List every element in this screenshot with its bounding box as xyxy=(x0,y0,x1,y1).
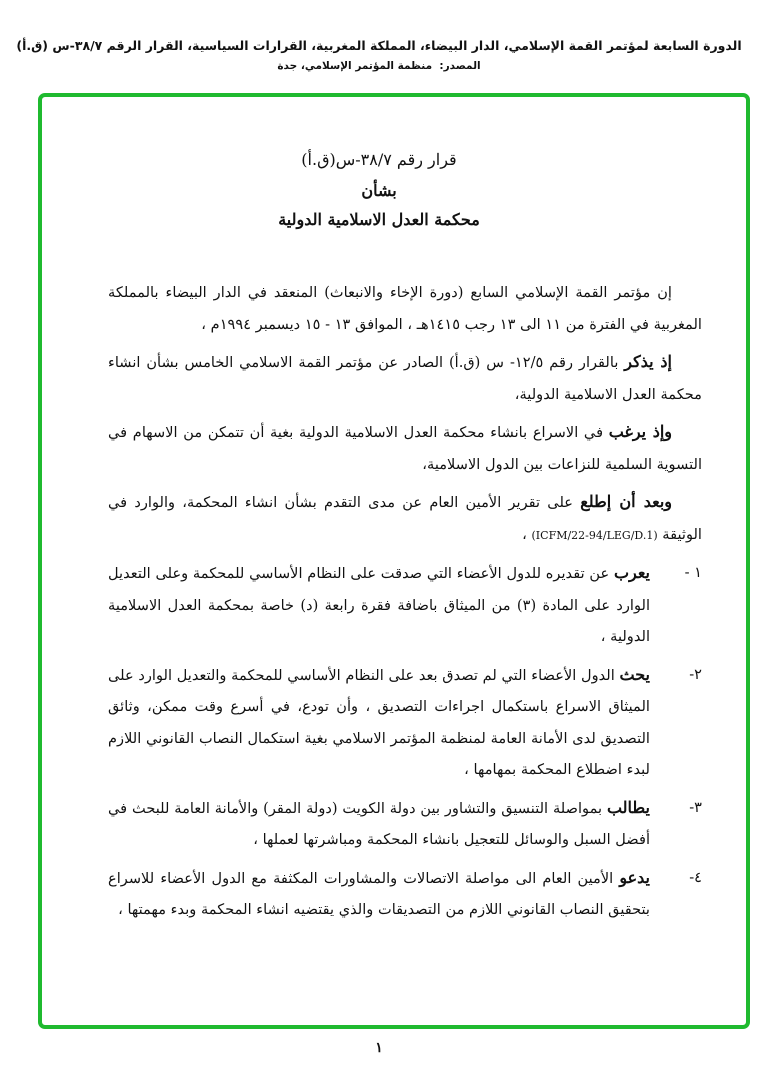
operative-item: ٣- يطالب بمواصلة التنسيق والتشاور بين دولة الكويت (دولة المقر) والأمانة العامة للبحث في أفضل السبل والوسائل للتعجيل بانشاء المحكمة ومباشرتها لعملها ، xyxy=(108,792,702,856)
preamble-paragraph: إن مؤتمر القمة الإسلامي السابع (دورة الإخاء والانبعاث) المنعقد في الدار البيضاء بالمملكة المغربية في الفترة من ١١ الى ١٣ رجب ١٤١٥هـ ، الموافق ١٣ - ١٥ ديسمبر ١٩٩٤م ، xyxy=(108,284,702,333)
resolution-subtitle: بشأن xyxy=(361,181,397,200)
document-header-title: الدورة السابعة لمؤتمر القمة الإسلامي، الدار البيضاء، المملكة المغربية، القرارات السياسية، القرار الرقم ٣٨/٧-س (ق.أ) xyxy=(16,38,742,53)
item-number: ٢- xyxy=(689,665,702,683)
item-number: ١ - xyxy=(684,564,702,581)
item-number: ٤- xyxy=(689,868,702,886)
item-number: ٣- xyxy=(689,798,702,816)
document-reference: (ICFM/22-94/LEG/D.1) xyxy=(531,528,658,542)
source-label: المصدر: xyxy=(439,60,481,72)
resolution-title: قرار رقم ٣٨/٧-س(ق.أ) xyxy=(301,150,457,169)
resolution-subject: محكمة العدل الاسلامية الدولية xyxy=(278,210,480,229)
operative-item: ٢- يحث الدول الأعضاء التي لم تصدق بعد على النظام الأساسي للمحكمة والتعديل الوارد على الميثاق الاسراع باستكمال اجراءات التصديق ، وأن تودع، في أسرع وقت ممكن، وثائق التصديق لدى الأمانة العامة لمنظمة المؤتمر الاسلامي بغية استكمال النصاب القانوني اللازم لبدء اضطلاع المحكمة بمهامها ، xyxy=(108,659,702,786)
preamble-paragraph: إذ يذكر بالقرار رقم ١٢/٥- س (ق.أ) الصادر عن مؤتمر القمة الاسلامي الخامس بشأن انشاء محكمة العدل الاسلامية الدولية، xyxy=(108,352,702,403)
page-number: ١ xyxy=(375,1040,383,1056)
source-value: منظمة المؤتمر الإسلامي، جدة xyxy=(277,60,433,72)
operative-item: ١ - يعرب عن تقديره للدول الأعضاء التي صدقت على النظام الأساسي للمحكمة وعلى التعديل الوارد على المادة (٣) من الميثاق باضافة فقرة رابعة (د) خاصة بمحكمة العدل الاسلامية الدولية ، xyxy=(108,557,702,653)
document-header-source xyxy=(0,60,758,72)
preamble-paragraph: وإذ يرغب في الاسراع بانشاء محكمة العدل الاسلامية الدولية بغية أن تتمكن من الاسهام في التسوية السلمية للنزاعات بين الدول الاسلامية، xyxy=(108,422,702,473)
resolution-body xyxy=(108,277,702,932)
preamble-paragraph: وبعد أن إطلع على تقرير الأمين العام عن مدى التقدم بشأن انشاء المحكمة، والوارد في الوثيقة (ICFM/22-94/LEG/D.1) ، xyxy=(108,492,702,543)
operative-item: ٤- يدعو الأمين العام الى مواصلة الاتصالات والمشاورات المكثفة مع الدول الأعضاء للاسراع بتحقيق النصاب القانوني اللازم من التصديقات والذي يقتضيه انشاء المحكمة وبدء مهمتها ، xyxy=(108,862,702,926)
